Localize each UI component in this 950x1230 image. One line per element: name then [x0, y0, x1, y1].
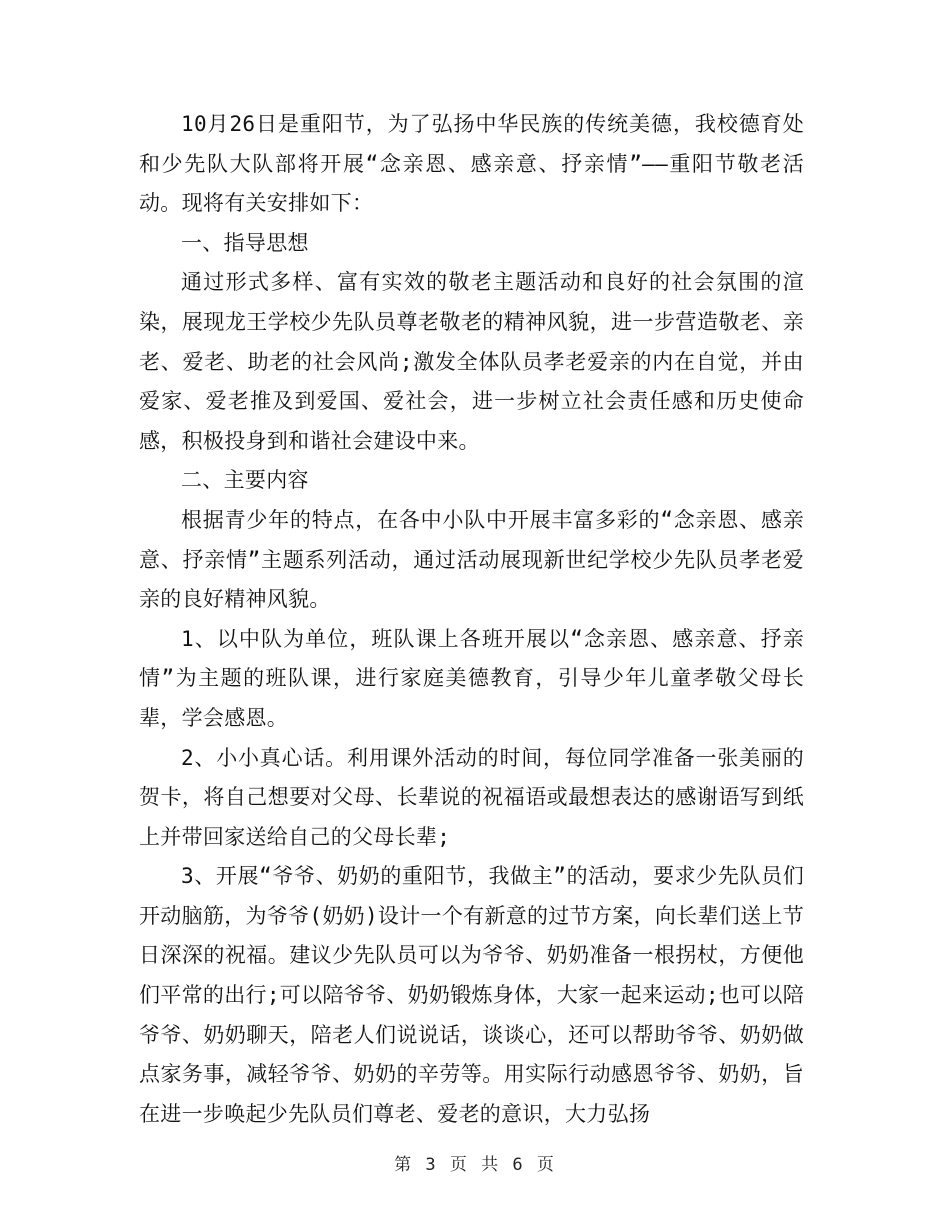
section-heading-main-content: 二、主要内容 [181, 468, 309, 493]
activity-item-3: 3、开展“爷爷、奶奶的重阳节，我做主”的活动，要求少先队员们开动脑筋，为爷爷(奶奶)设计一个有新意的过节方案，向长辈们送上节日深深的祝福。建议少先队员可以为爷爷、奶奶准备一根拐杖，方便他们平常的出行;可以陪爷爷、奶奶锻炼身体，大家一起来运动;也可以陪爷爷、奶奶聊天，陪老人们说说话，谈谈心，还可以帮助爷爷、奶奶做点家务事，减轻爷爷、奶奶的辛劳等。用实际行动感恩爷爷、奶奶，旨在进一步唤起少先队员们尊老、爱老的意识，大力弘扬 [139, 864, 804, 1126]
document-body [139, 105, 804, 1134]
activity-item-2: 2、小小真心话。利用课外活动的时间，每位同学准备一张美丽的贺卡，将自己想要对父母、长辈说的祝福语或最想表达的感谢语写到纸上并带回家送给自己的父母长辈; [139, 745, 804, 849]
section-heading-guiding-thought: 一、指导思想 [181, 230, 309, 255]
intro-paragraph: 10月26日是重阳节，为了弘扬中华民族的传统美德，我校德育处和少先队大队部将开展“念亲恩、感亲意、抒亲情”——重阳节敬老活动。现将有关安排如下： [139, 112, 804, 216]
page-number-footer: 第 3 页 共 6 页 [394, 1155, 556, 1175]
main-content-paragraph: 根据青少年的特点，在各中小队中开展丰富多彩的“念亲恩、感亲意、抒亲情”主题系列活动，通过活动展现新世纪学校少先队员孝老爱亲的良好精神风貌。 [139, 507, 804, 612]
guiding-thought-paragraph: 通过形式多样、富有实效的敬老主题活动和良好的社会氛围的渲染，展现龙王学校少先队员尊老敬老的精神风貌，进一步营造敬老、亲老、爱老、助老的社会风尚;激发全体队员孝老爱亲的内在自觉，并由爱家、爱老推及到爱国、爱社会，进一步树立社会责任感和历史使命感，积极投身到和谐社会建设中来。 [139, 270, 804, 453]
activity-item-1: 1、以中队为单位，班队课上各班开展以“念亲恩、感亲意、抒亲情”为主题的班队课，进行家庭美德教育，引导少年儿童孝敬父母长辈，学会感恩。 [139, 626, 804, 730]
